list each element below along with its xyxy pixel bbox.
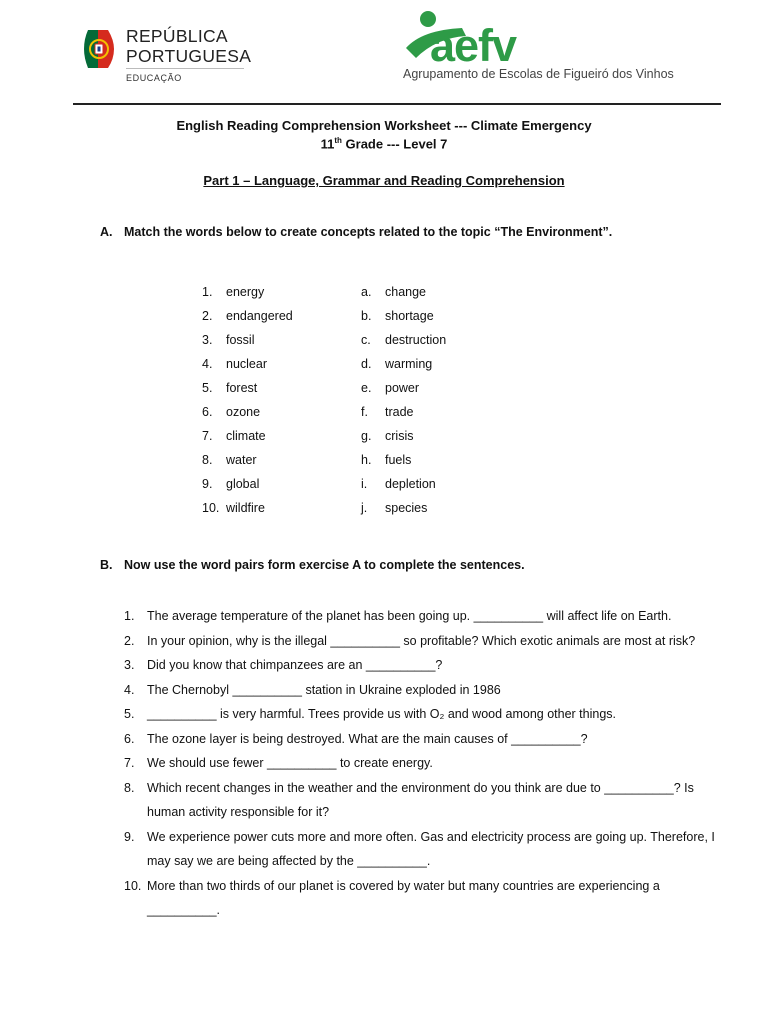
sentence-text: In your opinion, why is the illegal __________ so profitable? Which exotic animals are most at risk? xyxy=(147,633,696,648)
list-item xyxy=(361,472,446,496)
sentence-number: 6. xyxy=(124,731,135,746)
item-letter: e. xyxy=(361,381,372,395)
sentence-item xyxy=(124,727,734,752)
item-word: warming xyxy=(385,357,433,371)
list-item xyxy=(202,400,293,424)
list-item xyxy=(202,472,293,496)
list-item xyxy=(202,448,293,472)
item-word: change xyxy=(385,285,427,299)
portuguese-emblem-icon xyxy=(82,28,116,70)
list-item xyxy=(361,424,446,448)
list-item xyxy=(202,424,293,448)
sentence-number: 3. xyxy=(124,658,135,672)
sentence-item xyxy=(124,751,734,776)
list-item xyxy=(361,448,446,472)
list-item xyxy=(361,400,446,424)
sentence-text: Did you know that chimpanzees are an __________? xyxy=(147,658,443,672)
sentence-text: Which recent changes in the weather and the environment do you think are due to __________? Is human activity responsible for it? xyxy=(147,780,694,819)
item-number: 1. xyxy=(202,285,213,299)
item-word: global xyxy=(226,477,260,491)
sentence-number: 4. xyxy=(124,682,135,697)
item-number: 6. xyxy=(202,405,213,419)
item-word: energy xyxy=(226,285,265,299)
grade-number: 11 xyxy=(320,136,335,152)
grade-level xyxy=(0,136,768,151)
sentence-item xyxy=(124,874,734,923)
match-right-column xyxy=(361,280,446,520)
sentence-number: 8. xyxy=(124,780,135,795)
logo-line-2: PORTUGUESA xyxy=(126,46,252,66)
item-number: 9. xyxy=(202,477,213,491)
item-word: fuels xyxy=(385,453,412,467)
sentence-number: 10. xyxy=(124,878,142,893)
item-number: 7. xyxy=(202,429,213,443)
item-letter: b. xyxy=(361,309,372,323)
section-b-heading xyxy=(100,558,525,572)
item-word: destruction xyxy=(385,333,447,347)
sentence-item xyxy=(124,776,734,825)
item-letter: f. xyxy=(361,405,368,419)
list-item xyxy=(361,376,446,400)
item-word: nuclear xyxy=(226,357,267,371)
item-word: depletion xyxy=(385,477,436,491)
item-word: wildfire xyxy=(226,501,265,515)
aefv-tagline: Agrupamento de Escolas de Figueiró dos Vinhos xyxy=(403,67,674,81)
item-number: 8. xyxy=(202,453,213,467)
sentence-text: The average temperature of the planet has been going up. __________ will affect life on Earth. xyxy=(147,609,672,623)
sentence-item xyxy=(124,653,734,678)
match-left-column xyxy=(202,280,293,520)
sentence-item xyxy=(124,825,734,874)
item-letter: i. xyxy=(361,477,368,491)
item-number: 5. xyxy=(202,381,213,395)
item-letter: d. xyxy=(361,357,372,371)
list-item xyxy=(361,496,446,520)
sentence-list xyxy=(124,604,734,923)
list-item xyxy=(202,496,293,520)
list-item xyxy=(361,280,446,304)
republica-portuguesa-logo xyxy=(82,26,252,88)
sentence-item xyxy=(124,702,734,727)
grade-suffix: th xyxy=(334,136,342,145)
item-letter: g. xyxy=(361,429,372,443)
logo-divider xyxy=(126,68,244,69)
sentence-item xyxy=(124,604,734,629)
sentence-number: 5. xyxy=(124,707,135,721)
item-number: 4. xyxy=(202,357,213,371)
item-word: trade xyxy=(385,405,414,419)
item-word: water xyxy=(226,453,257,467)
item-number: 2. xyxy=(202,309,213,323)
item-word: power xyxy=(385,381,420,395)
list-item xyxy=(361,328,446,352)
item-word: ozone xyxy=(226,405,261,419)
sentence-number: 2. xyxy=(124,633,135,648)
item-letter: a. xyxy=(361,285,372,299)
item-word: endangered xyxy=(226,309,293,323)
sentence-number: 7. xyxy=(124,756,135,770)
item-word: crisis xyxy=(385,429,414,443)
item-word: fossil xyxy=(226,333,255,347)
header-divider xyxy=(73,103,721,105)
sentence-number: 1. xyxy=(124,609,135,623)
list-item xyxy=(202,376,293,400)
item-word: shortage xyxy=(385,309,434,323)
list-item xyxy=(202,352,293,376)
sentence-number: 9. xyxy=(124,829,135,844)
logo-subtitle: EDUCAÇÃO xyxy=(126,73,182,83)
item-number: 10. xyxy=(202,501,220,515)
logo-line-1: REPÚBLICA xyxy=(126,26,228,46)
sentence-text: More than two thirds of our planet is covered by water but many countries are experiencing a __________. xyxy=(147,878,660,917)
item-word: forest xyxy=(226,381,258,395)
part-title: Part 1 – Language, Grammar and Reading Comprehension xyxy=(203,173,565,188)
item-letter: h. xyxy=(361,453,372,467)
sentence-text: We experience power cuts more and more often. Gas and electricity process are going up. Therefore, I may say we are being affected by the __________. xyxy=(147,829,715,868)
grade-rest: Grade --- Level 7 xyxy=(341,136,448,152)
section-instruction: Match the words below to create concepts related to the topic “The Environment”. xyxy=(124,225,613,239)
section-letter: B. xyxy=(100,558,113,572)
item-word: species xyxy=(385,501,428,515)
sentence-text: __________ is very harmful. Trees provide us with O₂ and wood among other things. xyxy=(147,707,617,721)
sentence-text: The ozone layer is being destroyed. What are the main causes of __________? xyxy=(147,731,588,746)
section-instruction: Now use the word pairs form exercise A to complete the sentences. xyxy=(124,558,525,572)
aefv-wordmark: aefv xyxy=(430,20,517,71)
list-item xyxy=(202,328,293,352)
sentence-item xyxy=(124,678,734,703)
item-word: climate xyxy=(226,429,266,443)
republica-portuguesa-text xyxy=(126,26,251,66)
section-letter: A. xyxy=(100,225,113,239)
item-number: 3. xyxy=(202,333,213,347)
list-item xyxy=(361,352,446,376)
list-item xyxy=(361,304,446,328)
sentence-text: We should use fewer __________ to create energy. xyxy=(147,756,433,770)
worksheet-title: English Reading Comprehension Worksheet --- Climate Emergency xyxy=(176,118,592,133)
item-letter: c. xyxy=(361,333,371,347)
sentence-text: The Chernobyl __________ station in Ukraine exploded in 1986 xyxy=(147,682,501,697)
item-letter: j. xyxy=(361,501,368,515)
section-a-heading xyxy=(100,225,612,239)
sentence-item xyxy=(124,629,734,654)
aefv-logo xyxy=(400,10,690,85)
list-item xyxy=(202,304,293,328)
list-item xyxy=(202,280,293,304)
